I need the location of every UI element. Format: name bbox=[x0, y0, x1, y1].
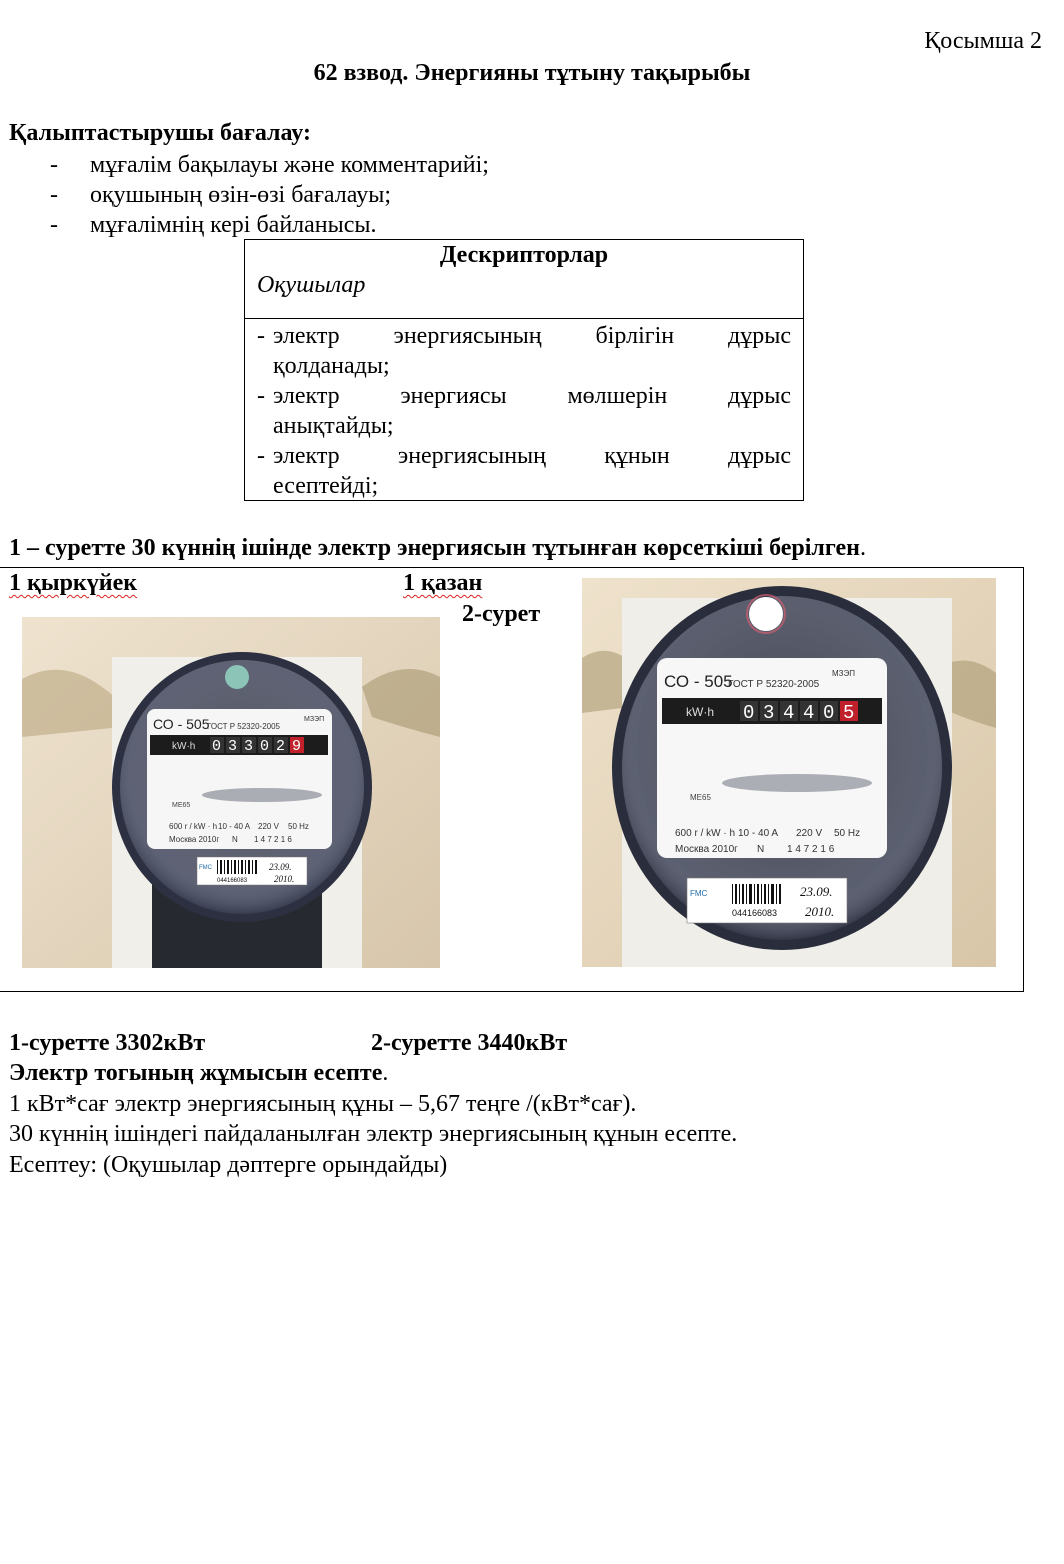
meter-2-graphic bbox=[582, 578, 996, 967]
task-statement: 1 – суретте 30 күннің ішінде электр энергиясын тұтынған көрсеткіші берілген. bbox=[9, 535, 866, 561]
descriptors-heading: Дескрипторлар bbox=[439, 242, 609, 268]
meter-2-city: Москва 2010г bbox=[675, 844, 738, 855]
meter-1-type: МЕ65 bbox=[172, 802, 191, 809]
list-item: - оқушының өзін-өзі бағалауы; bbox=[50, 182, 391, 208]
meter-2-seal-year: 2010. bbox=[805, 904, 835, 919]
meter-1-serial: 1 4 7 2 1 6 bbox=[254, 835, 292, 844]
price-line: 1 кВт*сағ электр энергиясының құны – 5,67 теңге /(кВт*сағ). bbox=[9, 1091, 637, 1117]
meter-2-last-digit: 5 bbox=[843, 702, 855, 724]
meter-2-type: МЕ65 bbox=[690, 793, 711, 802]
meter-1-brand: МЗЭП bbox=[304, 716, 325, 723]
descriptor-item: - электр энергиясының құнын дұрыс есептейді; bbox=[257, 441, 791, 501]
meter-1-seal-mark: FMC bbox=[199, 865, 212, 871]
question-line: 30 күннің ішіндегі пайдаланылған электр энергиясының құнын есепте. bbox=[9, 1121, 738, 1147]
meter-2-digit: 4 bbox=[803, 702, 815, 724]
assessment-title: Қалыптастырушы бағалау: bbox=[9, 120, 311, 146]
meter-2-digit: 4 bbox=[783, 702, 795, 724]
label-september: 1 қыркүйек bbox=[9, 570, 138, 596]
meter-photo-1 bbox=[22, 617, 440, 968]
appendix-label: Қосымша 2 bbox=[924, 28, 1042, 54]
meter-1-last-digit: 9 bbox=[292, 738, 302, 755]
meter-1-freq: 50 Hz bbox=[288, 822, 309, 831]
meter-1-voltage: 220 V bbox=[258, 822, 279, 831]
meter-2-digit: 0 bbox=[823, 702, 835, 724]
meter-1-model: СО - 505 bbox=[153, 716, 210, 732]
meter-2-model: СО - 505 bbox=[664, 672, 733, 691]
descriptors-header bbox=[245, 240, 803, 319]
meter-2-digit: 0 bbox=[743, 702, 755, 724]
meter-1-digit: 0 bbox=[260, 738, 270, 755]
descriptor-item: - электр энергиясы мөлшерін дұрыс анықтайды; bbox=[257, 381, 791, 441]
meter-2-unit: kW·h bbox=[686, 705, 714, 719]
meter-1-rate: 600 r / kW · h bbox=[169, 822, 218, 831]
figure-2-label: 2-сурет bbox=[462, 601, 541, 627]
meter-2-freq: 50 Hz bbox=[834, 828, 861, 839]
meter-2-serial-label: N bbox=[757, 844, 765, 855]
meter-2-seal-mark: FMC bbox=[690, 889, 708, 898]
meter-1-seal-year: 2010. bbox=[274, 874, 295, 884]
descriptor-item: - электр энергиясының бірлігін дұрыс қолданады; bbox=[257, 321, 791, 381]
meter-2-voltage: 220 V bbox=[796, 828, 823, 839]
meter-2-current: 10 - 40 A bbox=[738, 828, 779, 839]
meter-1-digit: 3 bbox=[228, 738, 238, 755]
list-item: - мұғалім бақылауы және комментарийі; bbox=[50, 152, 489, 178]
meter-1-graphic bbox=[22, 617, 440, 968]
list-item: - мұғалімнің кері байланысы. bbox=[50, 212, 377, 238]
calc-instruction: Электр тогының жұмысын есепте. bbox=[9, 1060, 389, 1086]
meter-2-serial: 1 4 7 2 1 6 bbox=[787, 844, 835, 855]
note-line: Есептеу: (Оқушылар дәптерге орындайды) bbox=[9, 1152, 448, 1178]
meter-1-digit: 3 bbox=[244, 738, 254, 755]
descriptors-body bbox=[245, 319, 803, 501]
result-figure-1: 1-суретте 3302кВт bbox=[9, 1030, 206, 1056]
meter-2-seal-date: 23.09. bbox=[800, 884, 833, 899]
meter-photo-2 bbox=[582, 578, 996, 967]
result-figure-2: 2-суретте 3440кВт bbox=[371, 1030, 568, 1056]
label-october: 1 қазан bbox=[403, 570, 483, 596]
meter-2-digit: 3 bbox=[763, 702, 775, 724]
descriptors-table bbox=[244, 239, 804, 501]
meter-1-current: 10 - 40 A bbox=[218, 822, 251, 831]
meter-2-rate: 600 r / kW · h bbox=[675, 828, 736, 839]
descriptors-subheading: Оқушылар bbox=[257, 272, 366, 298]
meter-1-barcode: 044166083 bbox=[217, 878, 248, 884]
meter-1-digit: 0 bbox=[212, 738, 222, 755]
meter-1-seal-date: 23.09. bbox=[269, 862, 292, 872]
meter-1-unit: kW·h bbox=[172, 741, 196, 752]
meter-1-city: Москва 2010г bbox=[169, 835, 220, 844]
meter-1-digit: 2 bbox=[276, 738, 286, 755]
meter-2-brand: МЗЭП bbox=[832, 669, 855, 678]
assessment-list bbox=[50, 151, 489, 241]
meter-1-serial-label: N bbox=[232, 835, 238, 844]
page-title: 62 взвод. Энергияны тұтыну тақырыбы bbox=[313, 60, 751, 86]
meter-1-gost: ГОСТ Р 52320-2005 bbox=[207, 722, 280, 731]
meter-2-gost: ГОСТ Р 52320-2005 bbox=[728, 679, 820, 690]
meter-2-barcode: 044166083 bbox=[732, 908, 778, 918]
